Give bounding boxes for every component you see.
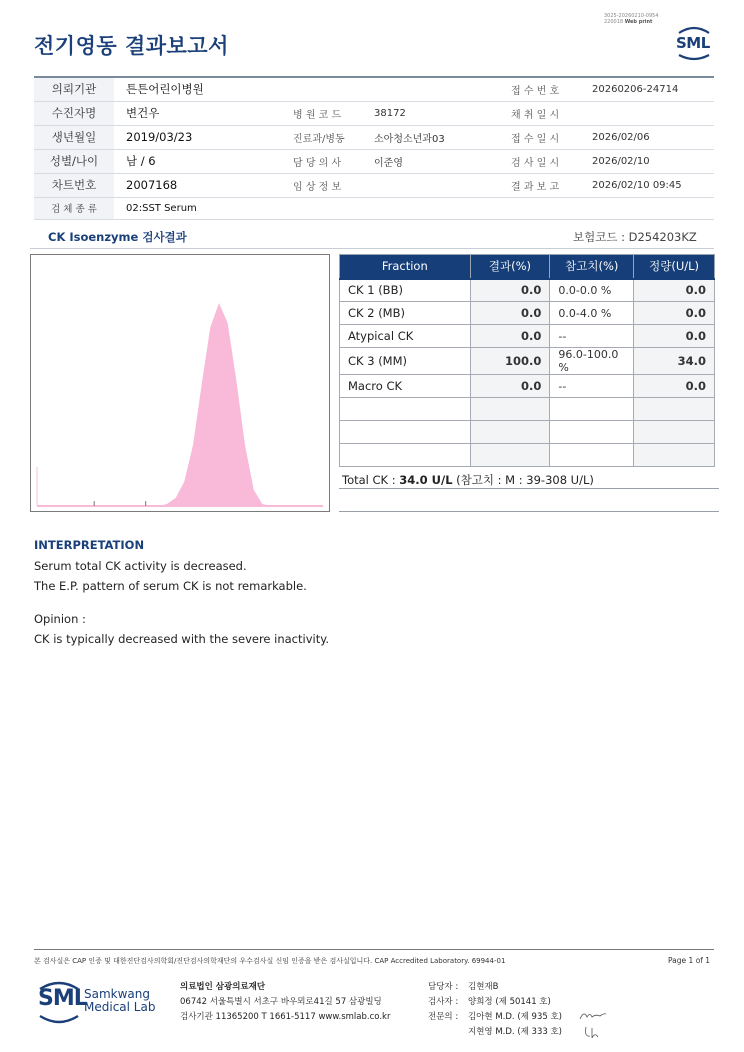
sml-logo — [673, 25, 715, 61]
footer-accreditation-note: 본 검사실은 CAP 인증 및 대한진단검사의학회/진단검사의학재단의 우수검사실 신임 인증을 받은 검사실입니다. CAP Accredited Laboratory. 69944-01 — [34, 957, 506, 965]
empty-cell — [550, 398, 634, 421]
collect-date-value — [580, 101, 714, 125]
receipt-date-label: 접 수 일 시 — [500, 125, 580, 149]
total-value: 34.0 — [399, 473, 428, 487]
fraction-quant: 0.0 — [634, 279, 715, 302]
fraction-ref: -- — [550, 375, 634, 398]
staff-value: 양희정 (제 50141 호) — [468, 997, 551, 1007]
empty-cell — [470, 398, 550, 421]
samkwang-logo-name1: Samkwang — [84, 987, 150, 1001]
name-label: 수진자명 — [34, 101, 114, 125]
empty-cell — [340, 421, 471, 444]
section-title: CK Isoenzyme 검사결과 — [48, 230, 187, 244]
fraction-result: 0.0 — [470, 302, 550, 325]
fraction-row — [340, 302, 715, 325]
empty-cell — [550, 421, 634, 444]
total-ref: (참고치 : M : 39-308 U/L) — [452, 473, 594, 487]
chart-no-value: 2007168 — [114, 173, 282, 197]
interpretation-heading: INTERPRETATION — [34, 538, 145, 552]
doctor-value: 이준영 — [362, 149, 500, 173]
org-contact: 검사기관 11365200 T 1661-5117 www.smlab.co.kr — [180, 1012, 391, 1022]
clinical-value — [362, 173, 500, 197]
staff-row — [428, 995, 562, 1010]
receipt-no-value: 20260206-24714 — [580, 77, 714, 101]
staff-label: 검사자 : — [428, 997, 459, 1007]
report-date-value: 2026/02/10 09:45 — [580, 173, 714, 197]
total-prefix: Total CK : — [342, 473, 400, 487]
fraction-empty-row — [340, 421, 715, 444]
fraction-row — [340, 325, 715, 348]
sex-age-label: 성별/나이 — [34, 149, 114, 173]
birth-label: 생년월일 — [34, 125, 114, 149]
org-address: 06742 서울특별시 서초구 바우뫼로41길 57 삼광빌딩 — [180, 997, 382, 1007]
staff-info — [428, 980, 562, 1040]
receipt-date-value: 2026/02/06 — [580, 125, 714, 149]
fraction-name: Macro CK — [340, 375, 471, 398]
name-value: 변건우 — [114, 101, 282, 125]
fraction-empty-row — [340, 398, 715, 421]
empty-cell — [340, 444, 471, 467]
electrophoresis-chart — [30, 254, 330, 512]
hospital-code-label: 병 원 코 드 — [282, 101, 362, 125]
hospital-value: 튼튼어린이병원 — [114, 77, 500, 101]
fraction-ref: 0.0-0.0 % — [550, 279, 634, 302]
section-divider — [30, 248, 714, 249]
sex-age-value: 남 / 6 — [114, 149, 282, 173]
print-code — [604, 13, 694, 25]
info-row — [34, 101, 714, 125]
fraction-result: 0.0 — [470, 279, 550, 302]
fraction-row — [340, 375, 715, 398]
staff-row — [428, 1010, 562, 1025]
samkwang-logo-sml: SML — [38, 986, 87, 1011]
empty-cell — [634, 398, 715, 421]
header-result: 결과(%) — [470, 255, 550, 279]
fraction-header-row — [340, 255, 715, 279]
empty-cell — [634, 444, 715, 467]
total-ck — [342, 472, 594, 488]
fraction-quant: 34.0 — [634, 348, 715, 375]
chart-no-label: 차트번호 — [34, 173, 114, 197]
info-row — [34, 197, 714, 219]
interpretation-line: Serum total CK activity is decreased. — [34, 559, 247, 573]
fraction-ref: -- — [550, 325, 634, 348]
ck-mm-peak — [37, 303, 323, 506]
fraction-quant: 0.0 — [634, 302, 715, 325]
empty-cell — [550, 444, 634, 467]
fraction-row — [340, 279, 715, 302]
org-name: 의료법인 삼광의료재단 — [180, 982, 266, 992]
staff-value: 김현재B — [468, 982, 499, 992]
fraction-quant: 0.0 — [634, 375, 715, 398]
electrophoresis-svg — [31, 255, 329, 511]
total-unit: U/L — [427, 473, 453, 487]
fraction-ref: 0.0-4.0 % — [550, 302, 634, 325]
opinion-label: Opinion : — [34, 612, 86, 626]
staff-label: 담당자 : — [428, 982, 459, 992]
receipt-no-label: 접 수 번 호 — [500, 77, 580, 101]
patient-info-table — [34, 76, 714, 220]
dept-label: 진료과/병동 — [282, 125, 362, 149]
report-date-label: 결 과 보 고 — [500, 173, 580, 197]
doctor-label: 담 당 의 사 — [282, 149, 362, 173]
insurance-code: 보험코드 : D254203KZ — [573, 230, 697, 244]
fraction-result: 100.0 — [470, 348, 550, 375]
footer-divider — [34, 949, 714, 950]
samkwang-logo — [36, 980, 156, 1024]
info-row — [34, 173, 714, 197]
report-title: 전기영동 결과보고서 — [34, 34, 229, 58]
staff-value: 지현영 M.D. (제 333 호) — [468, 1027, 563, 1037]
fraction-name: Atypical CK — [340, 325, 471, 348]
info-row — [34, 77, 714, 101]
fraction-name: CK 3 (MM) — [340, 348, 471, 375]
staff-row — [428, 980, 562, 995]
fraction-name: CK 2 (MB) — [340, 302, 471, 325]
empty-cell — [470, 444, 550, 467]
opinion-text: CK is typically decreased with the severe inactivity. — [34, 632, 330, 646]
org-info — [180, 980, 390, 1025]
hospital-label: 의뢰기관 — [34, 77, 114, 101]
clinical-label: 임 상 정 보 — [282, 173, 362, 197]
print-code-line1: 3025-20260210-0954 — [604, 13, 659, 19]
fraction-name: CK 1 (BB) — [340, 279, 471, 302]
fraction-empty-row — [340, 444, 715, 467]
empty-cell — [470, 421, 550, 444]
info-row — [34, 125, 714, 149]
header-quant: 정량(U/L) — [634, 255, 715, 279]
exam-date-value: 2026/02/10 — [580, 149, 714, 173]
header-fraction: Fraction — [340, 255, 471, 279]
total-divider-bottom — [339, 511, 719, 512]
fraction-result: 0.0 — [470, 375, 550, 398]
interpretation-line: The E.P. pattern of serum CK is not remarkable. — [34, 579, 307, 593]
print-code-id: 220018 — [604, 19, 624, 25]
header-ref: 참고치(%) — [550, 255, 634, 279]
info-row — [34, 149, 714, 173]
sml-logo-text: SML — [676, 34, 710, 52]
staff-label — [428, 1025, 468, 1040]
page-number: Page 1 of 1 — [668, 956, 711, 965]
hospital-code-value: 38172 — [362, 101, 500, 125]
fraction-row — [340, 348, 715, 375]
specimen-value: 02:SST Serum — [114, 197, 714, 219]
print-code-web: Web print — [624, 19, 653, 25]
exam-date-label: 검 사 일 시 — [500, 149, 580, 173]
staff-row — [428, 1025, 562, 1040]
dept-value: 소아청소년과03 — [362, 125, 500, 149]
birth-value: 2019/03/23 — [114, 125, 282, 149]
empty-cell — [634, 421, 715, 444]
fraction-table — [339, 254, 715, 467]
specimen-label: 검 체 종 류 — [34, 197, 114, 219]
staff-value: 김아현 M.D. (제 935 호) — [468, 1012, 563, 1022]
staff-label: 전문의 : — [428, 1012, 459, 1022]
samkwang-logo-name2: Medical Lab — [84, 1000, 156, 1014]
collect-date-label: 채 취 일 시 — [500, 101, 580, 125]
fraction-quant: 0.0 — [634, 325, 715, 348]
fraction-ref: 96.0-100.0 % — [550, 348, 634, 375]
fraction-result: 0.0 — [470, 325, 550, 348]
signature-1 — [578, 1008, 608, 1022]
signature-2 — [582, 1024, 604, 1040]
total-divider-top — [339, 488, 719, 489]
empty-cell — [340, 398, 471, 421]
